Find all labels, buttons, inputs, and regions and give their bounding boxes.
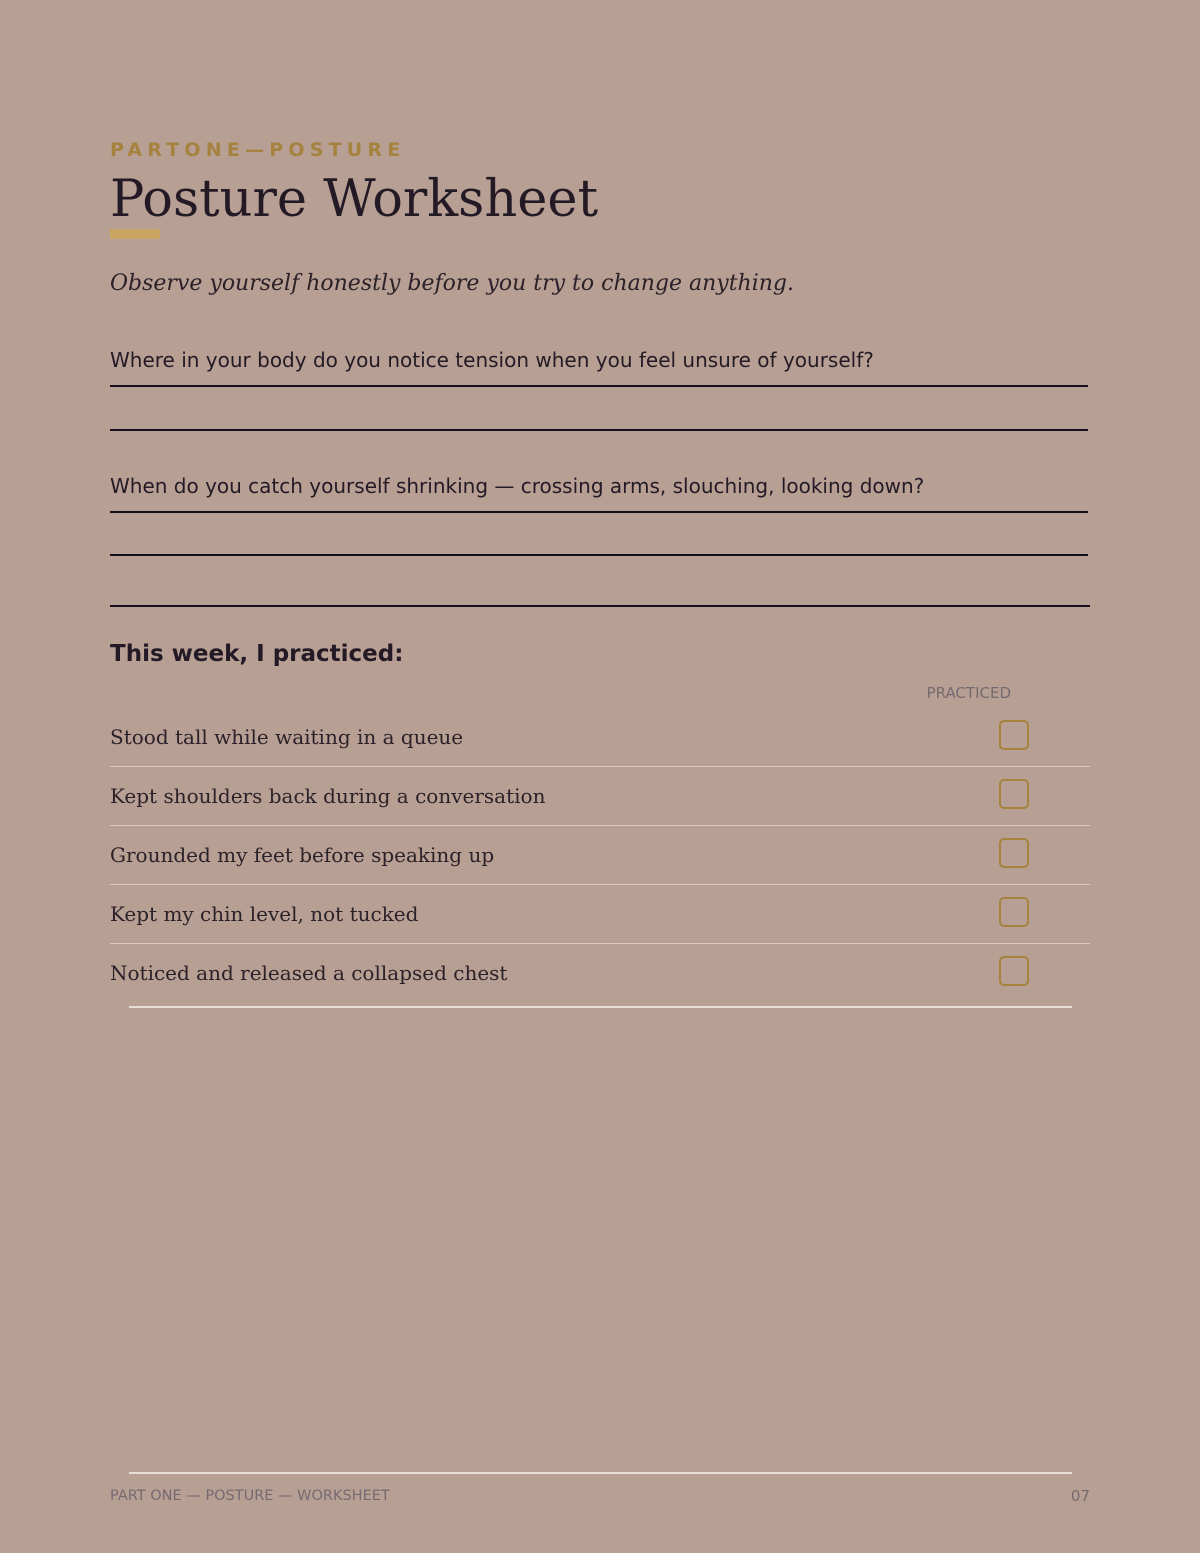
- practice-checklist: [110, 708, 1090, 1002]
- checklist-row: [110, 885, 1090, 944]
- question-2: When do you catch yourself shrinking — crossing arms, slouching, looking down?: [110, 474, 925, 498]
- checklist-item-label: Kept my chin level, not tucked: [110, 902, 419, 926]
- answer-line[interactable]: [110, 429, 1088, 431]
- checklist-end-divider: [129, 1006, 1072, 1008]
- checklist-item-label: Kept shoulders back during a conversation: [110, 784, 546, 808]
- checklist-row: [110, 708, 1090, 767]
- checklist-item-label: Grounded my feet before speaking up: [110, 843, 495, 867]
- answer-line[interactable]: [110, 385, 1088, 387]
- page-subtitle: Observe yourself honestly before you try to change anything.: [110, 271, 795, 296]
- checklist-item-label: Noticed and released a collapsed chest: [110, 961, 508, 985]
- checklist-row: [110, 826, 1090, 885]
- practiced-checkbox[interactable]: [999, 779, 1029, 809]
- worksheet-page: [110, 0, 1090, 1553]
- checklist-row: [110, 944, 1090, 1002]
- practiced-column-header: PRACTICED: [926, 684, 1011, 702]
- practiced-checkbox[interactable]: [999, 720, 1029, 750]
- title-accent-bar: [110, 229, 160, 239]
- footer-running-title: PART ONE — POSTURE — WORKSHEET: [110, 1488, 390, 1504]
- answer-line[interactable]: [110, 511, 1088, 513]
- page-title: Posture Worksheet: [110, 170, 599, 229]
- practiced-checkbox[interactable]: [999, 897, 1029, 927]
- section-eyebrow: PARTONE—POSTURE: [110, 139, 406, 161]
- answer-line[interactable]: [110, 554, 1088, 556]
- answer-line[interactable]: [110, 605, 1090, 607]
- checklist-heading: This week, I practiced:: [110, 641, 404, 667]
- footer-divider: [129, 1472, 1072, 1474]
- checklist-item-label: Stood tall while waiting in a queue: [110, 725, 464, 749]
- practiced-checkbox[interactable]: [999, 838, 1029, 868]
- page-number: 07: [1070, 1487, 1090, 1505]
- question-1: Where in your body do you notice tension when you feel unsure of yourself?: [110, 348, 874, 372]
- practiced-checkbox[interactable]: [999, 956, 1029, 986]
- checklist-row: [110, 767, 1090, 826]
